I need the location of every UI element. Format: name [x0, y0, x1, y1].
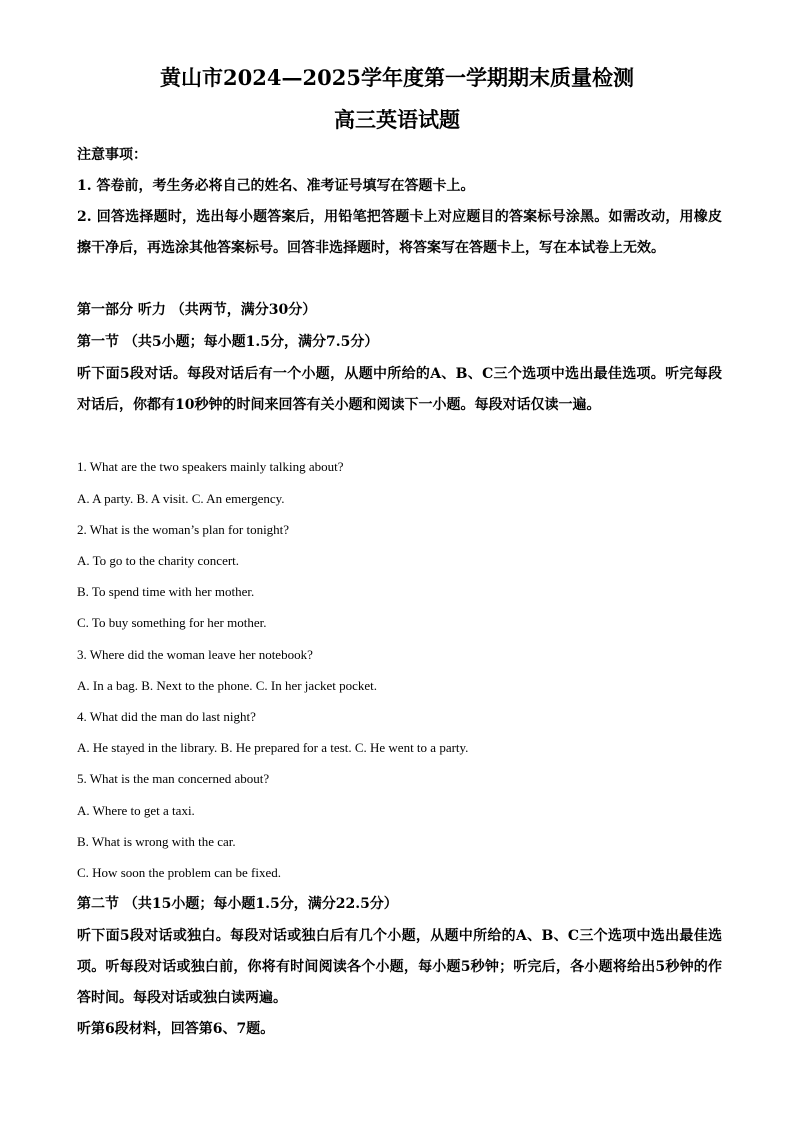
question-3: 3. Where did the woman leave her notebook? — [77, 647, 313, 662]
material-6-prompt: 听第6段材料，回答第6、7题。 — [77, 1021, 275, 1037]
question-5: 5. What is the man concerned about? — [77, 771, 270, 786]
exam-subtitle: 高三英语试题 — [334, 107, 460, 132]
question-2-option-b: B. To spend time with her mother. — [77, 584, 255, 599]
question-3-options: A. In a bag. B. Next to the phone. C. In her jacket pocket. — [77, 678, 377, 693]
notice-heading: 注意事项： — [77, 147, 147, 163]
question-2-option-c: C. To buy something for her mother. — [77, 615, 267, 630]
question-2: 2. What is the woman’s plan for tonight? — [77, 522, 290, 537]
question-1-options: A. A party. B. A visit. C. An emergency. — [77, 491, 285, 506]
section2-heading: 第二节 （共15小题；每小题1.5分，满分22.5分） — [77, 896, 398, 912]
question-4: 4. What did the man do last night? — [77, 709, 256, 724]
question-1: 1. What are the two speakers mainly talking about? — [77, 459, 344, 474]
section2-instructions: 听下面5段对话或独白。每段对话或独白后有几个小题，从题中所给的A、B、C三个选项中选出最佳选项。听每段对话或独白前，你将有时间阅读各个小题，每小题5秒钟；听完后，各小题将给出5秒钟的作答时间。每段对话或独白读两遍。 — [77, 928, 722, 1006]
question-5-option-a: A. Where to get a taxi. — [77, 803, 195, 818]
question-4-options: A. He stayed in the library. B. He prepared for a test. C. He went to a party. — [77, 740, 469, 755]
exam-title: 黄山市2024—2025学年度第一学期期末质量检测 — [160, 65, 634, 90]
notice-item-1: 1. 答卷前，考生务必将自己的姓名、准考证号填写在答题卡上。 — [77, 178, 475, 194]
question-5-option-b: B. What is wrong with the car. — [77, 834, 236, 849]
part1-heading: 第一部分 听力 （共两节，满分30分） — [77, 302, 317, 318]
section1-instructions: 听下面5段对话。每段对话后有一个小题，从题中所给的A、B、C三个选项中选出最佳选项。听完每段对话后，你都有10秒钟的时间来回答有关小题和阅读下一小题。每段对话仅读一遍。 — [77, 366, 722, 413]
section1-heading: 第一节 （共5小题；每小题1.5分，满分7.5分） — [77, 334, 379, 350]
question-5-option-c: C. How soon the problem can be fixed. — [77, 865, 281, 880]
notice-item-2: 2. 回答选择题时，选出每小题答案后，用铅笔把答题卡上对应题目的答案标号涂黑。如需改动，用橡皮擦干净后，再选涂其他答案标号。回答非选择题时，将答案写在答题卡上，写在本试卷上无效。 — [77, 209, 722, 256]
question-2-option-a: A. To go to the charity concert. — [77, 553, 240, 568]
